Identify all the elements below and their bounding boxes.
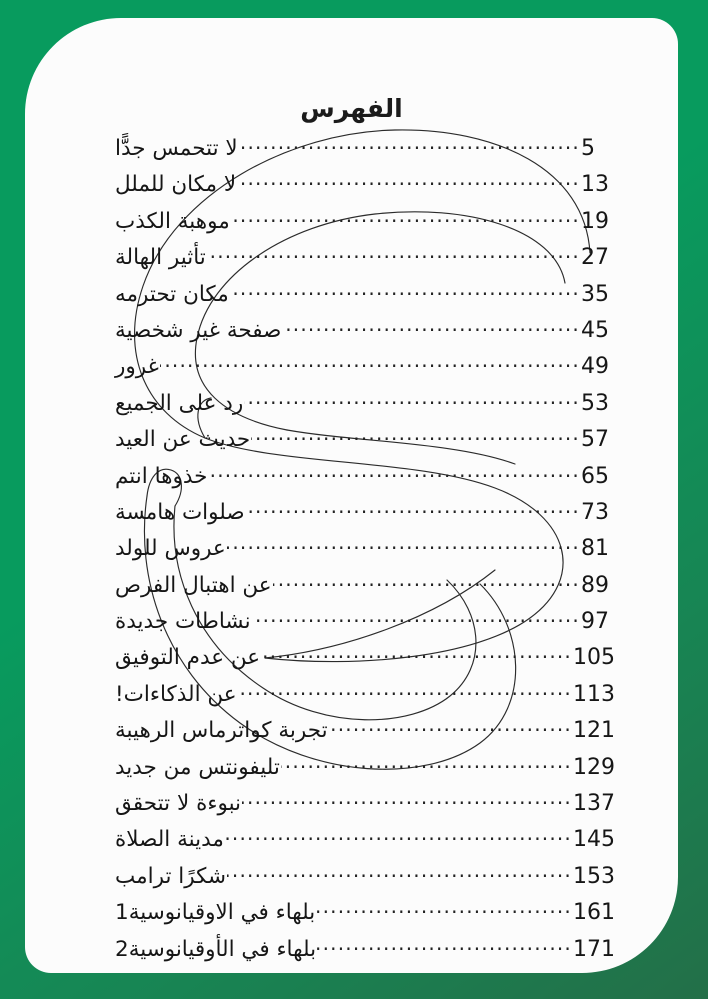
toc-entry-page-number: 53 xyxy=(581,390,609,416)
toc-entry-label: تأثير الهالة xyxy=(115,245,206,271)
toc-entry-label: لا مكان للملل xyxy=(115,172,237,198)
toc-entry-page-number: 129 xyxy=(573,754,615,780)
toc-entry-page-number: 45 xyxy=(581,317,609,343)
toc-entry-row[interactable] xyxy=(113,609,615,645)
toc-entry-row[interactable] xyxy=(113,682,615,718)
toc-entry-row[interactable] xyxy=(113,245,615,281)
toc-entry-row[interactable] xyxy=(113,864,615,900)
toc-dot-leader xyxy=(244,394,580,410)
toc-entry-label: نبوءة لا تتحقق xyxy=(115,791,242,817)
toc-content xyxy=(25,18,678,973)
toc-entry-row[interactable] xyxy=(113,937,615,973)
toc-dot-leader xyxy=(251,430,580,446)
toc-entry-row[interactable] xyxy=(113,900,615,936)
toc-entry-page-number: 19 xyxy=(581,208,609,234)
toc-entry-label: عن عدم التوفيق xyxy=(115,645,261,671)
toc-entry-label: صلوات هامسة xyxy=(115,499,245,525)
toc-dot-leader xyxy=(252,612,580,628)
toc-dot-leader xyxy=(329,721,572,737)
toc-entry-label: عن اهتبال الفرص xyxy=(115,572,272,598)
toc-dot-leader xyxy=(282,321,580,337)
toc-entry-row[interactable] xyxy=(113,500,615,536)
toc-entry-page-number: 161 xyxy=(573,900,615,926)
toc-entry-row[interactable] xyxy=(113,791,615,827)
toc-entry-page-number: 89 xyxy=(581,572,609,598)
toc-entry-label: نشاطات جديدة xyxy=(115,609,251,635)
toc-entry-label: تجربة كواترماس الرهيبة xyxy=(115,718,328,744)
toc-entry-page-number: 81 xyxy=(581,536,609,562)
toc-dot-leader xyxy=(317,940,572,956)
toc-entry-row[interactable] xyxy=(113,755,615,791)
toc-entry-page-number: 137 xyxy=(573,791,615,817)
toc-entry-row[interactable] xyxy=(113,172,615,208)
toc-dot-leader xyxy=(160,357,580,373)
toc-list xyxy=(113,136,615,973)
toc-dot-leader xyxy=(261,648,572,664)
toc-entry-row[interactable] xyxy=(113,645,615,681)
toc-dot-leader xyxy=(208,467,580,483)
toc-entry-row[interactable] xyxy=(113,354,615,390)
toc-dot-leader xyxy=(237,175,580,191)
toc-entry-page-number: 121 xyxy=(573,718,615,744)
toc-dot-leader xyxy=(316,903,572,919)
toc-entry-page-number: 73 xyxy=(581,499,609,525)
toc-entry-label: شكرًا ترامب xyxy=(115,863,227,889)
toc-entry-label: بلهاء في الأوقيانوسية2 xyxy=(115,936,317,962)
toc-dot-leader xyxy=(207,248,580,264)
page-title: الفهرس xyxy=(300,94,403,123)
toc-dot-leader xyxy=(231,212,580,228)
toc-entry-page-number: 5 xyxy=(581,136,595,161)
toc-entry-label: لا تتحمس جدًّا xyxy=(115,136,238,161)
toc-dot-leader xyxy=(227,867,572,883)
toc-entry-label: مدينة الصلاة xyxy=(115,827,224,853)
toc-entry-row[interactable] xyxy=(113,464,615,500)
toc-entry-label: بلهاء في الاوقيانوسية1 xyxy=(115,900,316,926)
toc-entry-page-number: 49 xyxy=(581,354,609,380)
toc-entry-page-number: 153 xyxy=(573,863,615,889)
toc-entry-row[interactable] xyxy=(113,827,615,863)
toc-dot-leader xyxy=(239,139,580,155)
toc-dot-leader xyxy=(246,503,580,519)
toc-entry-row[interactable] xyxy=(113,282,615,318)
toc-entry-row[interactable] xyxy=(113,718,615,754)
toc-entry-label: خذوها انتم xyxy=(115,463,208,489)
toc-entry-page-number: 171 xyxy=(573,936,615,962)
toc-entry-page-number: 97 xyxy=(581,609,609,635)
toc-entry-row[interactable] xyxy=(113,318,615,354)
toc-entry-label: تليفونتس من جديد xyxy=(115,754,280,780)
toc-dot-leader xyxy=(281,758,572,774)
toc-dot-leader xyxy=(238,685,572,701)
toc-dot-leader xyxy=(227,539,580,555)
toc-entry-label: عروس للولد xyxy=(115,536,226,562)
toc-dot-leader xyxy=(225,830,572,846)
toc-entry-page-number: 27 xyxy=(581,245,609,271)
toc-dot-leader xyxy=(230,285,580,301)
page-card xyxy=(25,18,678,973)
toc-entry-label: صفحة غير شخصية xyxy=(115,317,282,343)
toc-entry-label: حديث عن العيد xyxy=(115,427,251,453)
toc-entry-page-number: 145 xyxy=(573,827,615,853)
toc-entry-label: موهبة الكذب xyxy=(115,208,230,234)
toc-entry-page-number: 13 xyxy=(581,172,609,198)
toc-entry-row[interactable] xyxy=(113,136,615,172)
toc-entry-page-number: 65 xyxy=(581,463,609,489)
toc-entry-page-number: 113 xyxy=(573,681,615,707)
toc-dot-leader xyxy=(242,794,572,810)
toc-entry-row[interactable] xyxy=(113,391,615,427)
toc-entry-row[interactable] xyxy=(113,573,615,609)
toc-entry-page-number: 105 xyxy=(573,645,615,671)
toc-entry-page-number: 57 xyxy=(581,427,609,453)
toc-dot-leader xyxy=(273,576,580,592)
toc-entry-label: رد على الجميع xyxy=(115,390,244,416)
toc-entry-label: غرور xyxy=(115,354,159,380)
toc-entry-label: مكان تحترمه xyxy=(115,281,229,307)
toc-entry-row[interactable] xyxy=(113,209,615,245)
toc-entry-page-number: 35 xyxy=(581,281,609,307)
toc-entry-label: عن الذكاءات! xyxy=(115,681,237,707)
toc-entry-row[interactable] xyxy=(113,536,615,572)
toc-entry-row[interactable] xyxy=(113,427,615,463)
